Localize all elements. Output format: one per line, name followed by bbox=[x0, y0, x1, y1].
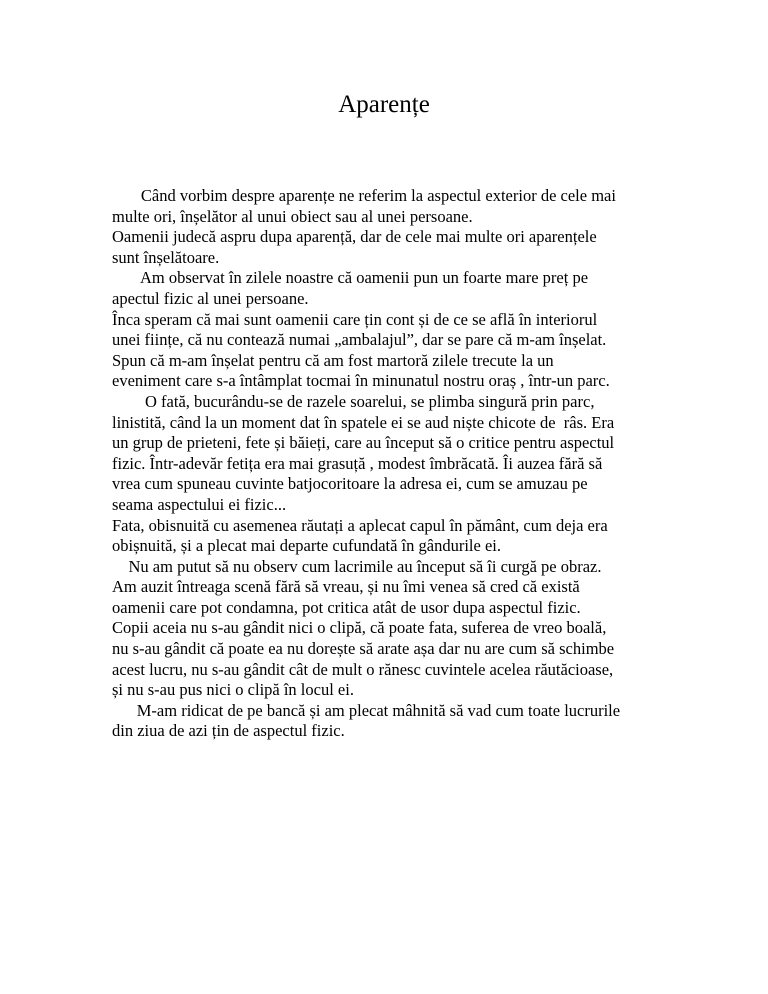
body-line: Am observat în zilele noastre că oamenii pun un foarte mare preț pe bbox=[112, 268, 589, 288]
body-line: vrea cum spuneau cuvinte batjocoritoare la adresa ei, cum se amuzau pe bbox=[112, 474, 588, 494]
body-line: linistită, când la un moment dat în spatele ei se aud niște chicote de râs. Era bbox=[112, 412, 615, 432]
body-line: Nu am putut să nu observ cum lacrimile au început să îi curgă pe obraz. bbox=[112, 556, 602, 576]
body-line: Spun că m-am înșelat pentru că am fost martoră zilele trecute la un bbox=[112, 350, 554, 370]
body-line: oamenii care pot condamna, pot critica atât de usor dupa aspectul fizic. bbox=[112, 597, 581, 617]
document-title: Aparențe bbox=[338, 91, 430, 118]
body-line: nu s-au gândit că poate ea nu dorește să arate așa dar nu are cum să schimbe bbox=[112, 639, 615, 659]
body-line: din ziua de azi țin de aspectul fizic. bbox=[112, 721, 345, 741]
body-line: sunt înșelătoare. bbox=[112, 247, 220, 267]
body-line: obișnuită, și a plecat mai departe cufundată în gândurile ei. bbox=[112, 536, 501, 556]
body-line: O fată, bucurându-se de razele soarelui, se plimba singură prin parc, bbox=[112, 391, 595, 411]
body-line: acest lucru, nu s-au gândit cât de mult o rănesc cuvintele acelea răutăcioase, bbox=[112, 659, 614, 679]
document-body bbox=[112, 186, 672, 742]
body-line: fizic. Într-adevăr fetița era mai grasuță , modest îmbrăcată. Îi auzea fără să bbox=[112, 453, 603, 473]
body-line: Oamenii judecă aspru dupa aparență, dar de cele mai multe ori aparențele bbox=[112, 227, 597, 247]
body-line: M-am ridicat de pe bancă și am plecat mâhnită să vad cum toate lucrurile bbox=[112, 700, 621, 720]
body-line: Când vorbim despre aparențe ne referim la aspectul exterior de cele mai bbox=[112, 186, 616, 205]
body-line: eveniment care s-a întâmplat tocmai în minunatul nostru oraș , într-un parc. bbox=[112, 371, 610, 391]
body-line: apectul fizic al unei persoane. bbox=[112, 288, 309, 308]
body-line: seama aspectului ei fizic... bbox=[112, 494, 287, 514]
body-line: unei ființe, că nu contează numai „ambalajul”, dar se pare că m-am înșelat. bbox=[112, 330, 607, 350]
body-line: Fata, obisnuită cu asemenea răutați a aplecat capul în pământ, cum deja era bbox=[112, 515, 608, 535]
body-line: Copii aceia nu s-au gândit nici o clipă, că poate fata, suferea de vreo boală, bbox=[112, 618, 607, 638]
body-line: și nu s-au pus nici o clipă în locul ei. bbox=[112, 680, 354, 700]
body-line: multe ori, înșelător al unui obiect sau al unei persoane. bbox=[112, 206, 473, 226]
body-line: un grup de prieteni, fete și băieți, care au început să o critice pentru aspectul bbox=[112, 433, 615, 453]
body-line: Am auzit întreaga scenă fără să vreau, și nu îmi venea să cred că există bbox=[112, 577, 580, 597]
body-line: Înca speram că mai sunt oamenii care țin cont și de ce se află în interiorul bbox=[112, 309, 598, 329]
